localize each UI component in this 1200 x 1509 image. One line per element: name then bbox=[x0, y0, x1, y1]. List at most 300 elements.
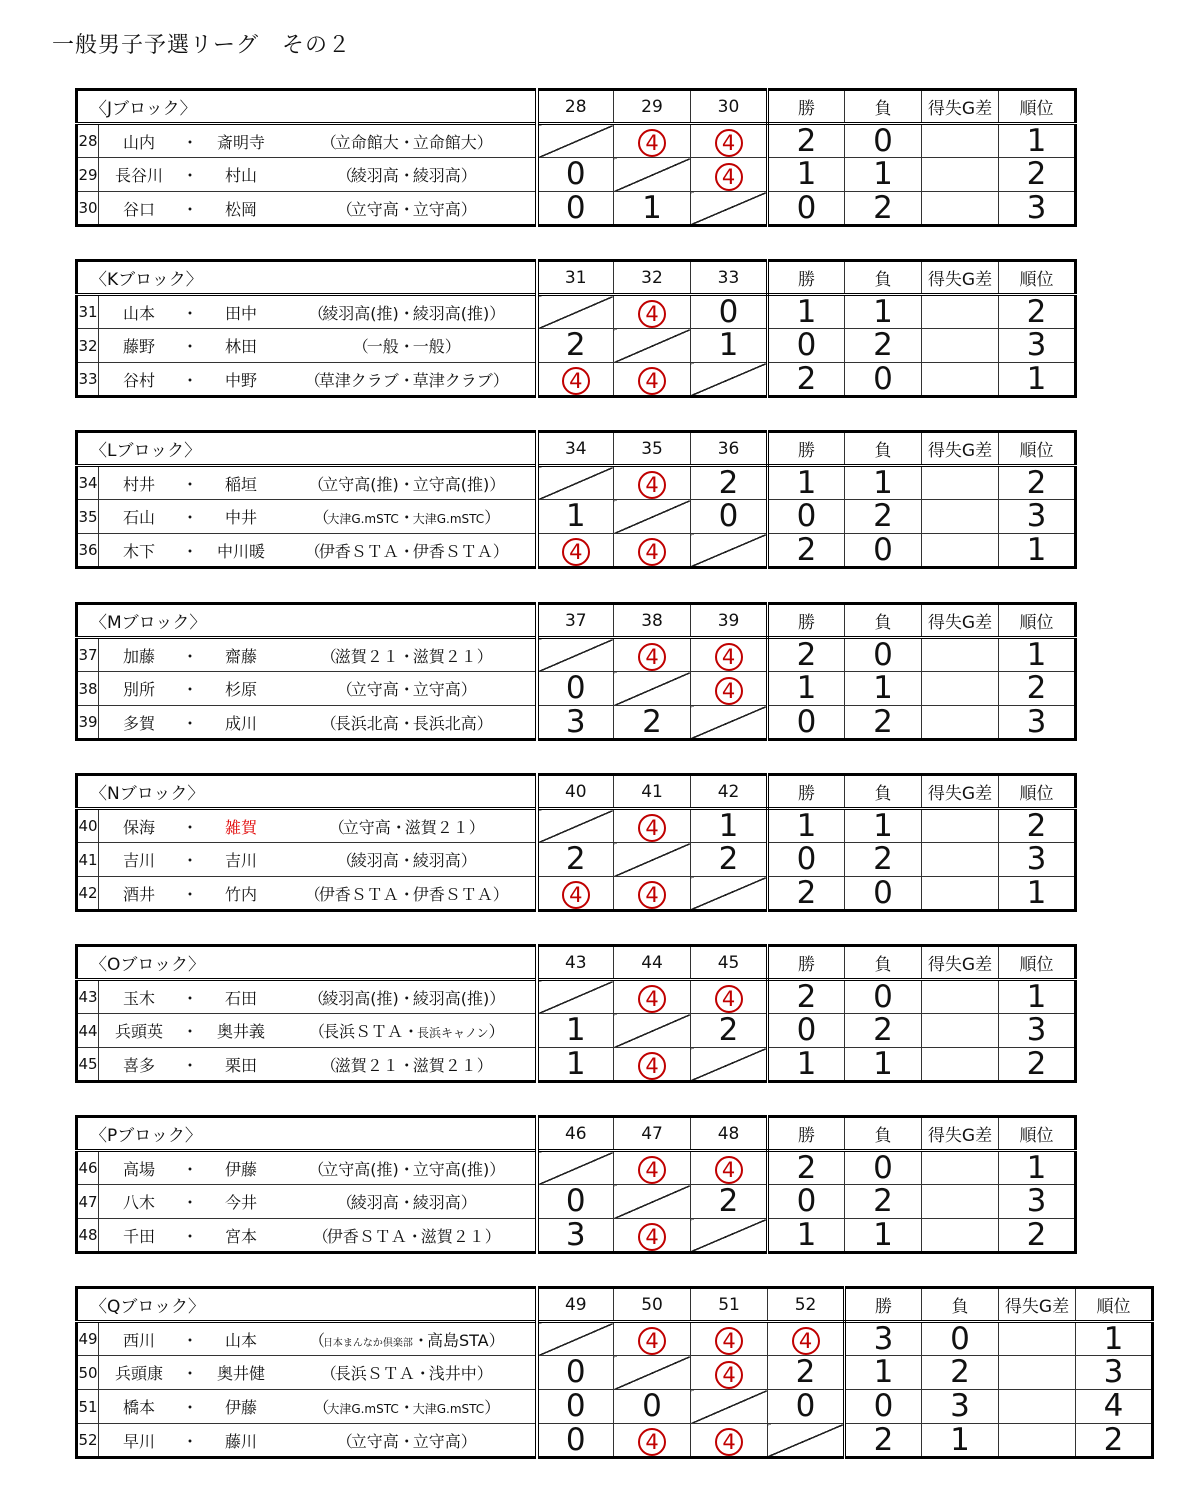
losses-count: 0 bbox=[845, 1151, 922, 1185]
open-paren: （ bbox=[308, 474, 325, 494]
wins-count: 0 bbox=[768, 706, 845, 740]
pair-cell bbox=[99, 1356, 537, 1390]
column-header-entry: 32 bbox=[614, 261, 691, 295]
club-name: 立守高 bbox=[412, 1431, 461, 1451]
close-paren: ） bbox=[460, 851, 477, 870]
open-paren: （ bbox=[308, 988, 325, 1008]
table-row bbox=[77, 1048, 1076, 1082]
separator-dot: ・ bbox=[412, 1330, 429, 1350]
table-header-row bbox=[77, 90, 1076, 124]
separator-dot: ・ bbox=[181, 680, 198, 699]
entry-number: 28 bbox=[77, 124, 99, 158]
rank-value: 2 bbox=[999, 809, 1076, 843]
player-name: 雑賀 bbox=[224, 817, 257, 837]
wins-count: 0 bbox=[768, 1014, 845, 1048]
score-cell bbox=[537, 877, 614, 911]
entry-number: 30 bbox=[77, 192, 99, 226]
table-header-row bbox=[77, 775, 1076, 809]
rank-header: 順位 bbox=[999, 261, 1076, 295]
player-name: 橋本 bbox=[122, 1398, 155, 1417]
separator-dot: ・ bbox=[181, 988, 198, 1008]
pair-cell bbox=[99, 466, 537, 500]
player-name: 別所 bbox=[122, 680, 155, 699]
wins-count: 3 bbox=[845, 1322, 922, 1356]
win-mark: 4 bbox=[638, 1052, 666, 1080]
entry-number: 37 bbox=[77, 638, 99, 672]
wins-count: 1 bbox=[768, 466, 845, 500]
win-mark: 4 bbox=[715, 1327, 743, 1355]
rank-header: 順位 bbox=[1076, 1288, 1153, 1322]
player-name: 今井 bbox=[224, 1193, 257, 1212]
club-name: 立守高 bbox=[342, 817, 391, 837]
pair-cell bbox=[99, 638, 537, 672]
club-names bbox=[281, 1019, 531, 1042]
pair-cell bbox=[99, 295, 537, 329]
pair-info bbox=[99, 500, 535, 533]
club-name: 綾羽高 bbox=[412, 1193, 461, 1212]
table-row bbox=[77, 980, 1076, 1014]
league-table bbox=[75, 944, 1077, 1083]
table-header-row bbox=[77, 432, 1076, 466]
wins-count: 2 bbox=[768, 877, 845, 911]
score-cell bbox=[691, 1322, 768, 1356]
table-header-row bbox=[77, 261, 1076, 295]
wins-header: 勝 bbox=[768, 946, 845, 980]
player-name: 栗田 bbox=[224, 1055, 257, 1075]
block-name: 〈Oブロック〉 bbox=[77, 946, 537, 980]
losses-header: 負 bbox=[845, 432, 922, 466]
game-diff bbox=[922, 1014, 999, 1048]
losses-count: 0 bbox=[845, 980, 922, 1014]
self-match-cell bbox=[537, 1322, 614, 1356]
player-name: 中川暖 bbox=[216, 541, 265, 561]
close-paren: ） bbox=[484, 508, 501, 527]
score-cell: 2 bbox=[691, 1014, 768, 1048]
rank-value: 2 bbox=[999, 1219, 1076, 1253]
league-table bbox=[75, 88, 1077, 227]
table-row bbox=[77, 843, 1076, 877]
open-paren: （ bbox=[304, 884, 321, 904]
score-cell: 2 bbox=[691, 1185, 768, 1219]
separator-dot: ・ bbox=[398, 166, 415, 185]
club-names bbox=[281, 301, 531, 324]
separator-dot: ・ bbox=[181, 370, 198, 390]
pair-cell bbox=[99, 1151, 537, 1185]
entry-number: 48 bbox=[77, 1219, 99, 1253]
wins-count: 0 bbox=[845, 1390, 922, 1424]
game-diff bbox=[922, 980, 999, 1014]
pair-cell bbox=[99, 363, 537, 397]
losses-count: 0 bbox=[845, 877, 922, 911]
table-row bbox=[77, 638, 1076, 672]
player-name: 山内 bbox=[122, 132, 155, 152]
separator-dot: ・ bbox=[398, 1055, 415, 1075]
player-name: 玉木 bbox=[122, 988, 155, 1008]
league-table bbox=[75, 1286, 1154, 1459]
score-cell: 1 bbox=[691, 329, 768, 363]
game-diff bbox=[999, 1390, 1076, 1424]
table-header-row bbox=[77, 1288, 1153, 1322]
wins-count: 0 bbox=[768, 843, 845, 877]
club-names bbox=[281, 986, 531, 1009]
win-mark: 4 bbox=[638, 538, 666, 566]
column-header-entry: 42 bbox=[691, 775, 768, 809]
diff-header: 得失G差 bbox=[922, 775, 999, 809]
separator-dot: ・ bbox=[181, 817, 198, 837]
entry-number: 45 bbox=[77, 1048, 99, 1082]
table-row bbox=[77, 158, 1076, 192]
self-match-cell bbox=[691, 1390, 768, 1424]
club-names bbox=[281, 163, 531, 186]
pair-cell bbox=[99, 1048, 537, 1082]
entry-number: 38 bbox=[77, 672, 99, 706]
rank-header: 順位 bbox=[999, 946, 1076, 980]
losses-count: 0 bbox=[845, 363, 922, 397]
open-paren: （ bbox=[336, 166, 353, 185]
pair-cell bbox=[99, 706, 537, 740]
pair-cell bbox=[99, 877, 537, 911]
losses-count: 0 bbox=[845, 534, 922, 568]
club-name: 大津G.mSTC bbox=[327, 1402, 399, 1416]
score-cell bbox=[537, 363, 614, 397]
table-row bbox=[77, 1219, 1076, 1253]
game-diff bbox=[999, 1424, 1076, 1458]
close-paren: ） bbox=[492, 370, 509, 390]
losses-count: 0 bbox=[845, 638, 922, 672]
player-name: 保海 bbox=[122, 817, 155, 837]
player-name: 石山 bbox=[122, 508, 155, 527]
close-paren: ） bbox=[492, 884, 509, 904]
club-name: 綾羽高 bbox=[412, 851, 461, 870]
entry-number: 34 bbox=[77, 466, 99, 500]
rank-value: 1 bbox=[999, 363, 1076, 397]
club-name: 立守高 bbox=[350, 680, 399, 699]
close-paren: ） bbox=[468, 817, 485, 837]
pair-cell bbox=[99, 1014, 537, 1048]
pair-info bbox=[99, 843, 535, 876]
score-cell bbox=[614, 534, 691, 568]
pair-info bbox=[99, 1152, 535, 1184]
table-row bbox=[77, 466, 1076, 500]
player-name: 奥井健 bbox=[216, 1364, 265, 1383]
losses-count: 2 bbox=[845, 329, 922, 363]
score-cell bbox=[614, 295, 691, 329]
score-cell bbox=[614, 1219, 691, 1253]
pair-info bbox=[99, 192, 535, 224]
open-paren: （ bbox=[320, 1055, 337, 1075]
table-row bbox=[77, 124, 1076, 158]
game-diff bbox=[922, 500, 999, 534]
club-name: 長浜ＳＴＡ bbox=[334, 1364, 415, 1383]
win-mark: 4 bbox=[638, 814, 666, 842]
score-cell: 2 bbox=[537, 329, 614, 363]
diff-header: 得失G差 bbox=[922, 604, 999, 638]
entry-number: 51 bbox=[77, 1390, 99, 1424]
pair-cell bbox=[99, 843, 537, 877]
separator-dot: ・ bbox=[398, 851, 415, 870]
losses-header: 負 bbox=[922, 1288, 999, 1322]
wins-header: 勝 bbox=[768, 261, 845, 295]
club-name: 大津G.mSTC bbox=[327, 512, 399, 526]
pair-info bbox=[99, 125, 535, 157]
club-names bbox=[281, 1395, 531, 1418]
separator-dot: ・ bbox=[398, 988, 415, 1008]
table-header-row bbox=[77, 946, 1076, 980]
pair-cell bbox=[99, 534, 537, 568]
losses-count: 1 bbox=[845, 809, 922, 843]
open-paren: （ bbox=[336, 199, 353, 219]
diff-header: 得失G差 bbox=[922, 261, 999, 295]
pair-cell bbox=[99, 1219, 537, 1253]
column-header-entry: 39 bbox=[691, 604, 768, 638]
club-name: 草津クラブ bbox=[318, 370, 399, 390]
score-cell: 0 bbox=[691, 295, 768, 329]
club-name: 長浜ＳＴＡ bbox=[322, 1022, 403, 1041]
rank-value: 3 bbox=[999, 843, 1076, 877]
pair-info bbox=[99, 639, 535, 671]
pair-cell bbox=[99, 1390, 537, 1424]
club-names bbox=[281, 1157, 531, 1180]
player-name: 田中 bbox=[224, 303, 257, 323]
rank-header: 順位 bbox=[999, 604, 1076, 638]
self-match-cell bbox=[537, 809, 614, 843]
league-table bbox=[75, 259, 1077, 398]
score-cell: 3 bbox=[537, 706, 614, 740]
close-paren: ） bbox=[488, 1022, 505, 1041]
game-diff bbox=[999, 1322, 1076, 1356]
rank-value: 3 bbox=[999, 1185, 1076, 1219]
close-paren: ） bbox=[484, 1398, 501, 1417]
table-row bbox=[77, 1356, 1153, 1390]
rank-value: 2 bbox=[999, 295, 1076, 329]
rank-value: 1 bbox=[999, 877, 1076, 911]
separator-dot: ・ bbox=[398, 541, 415, 561]
close-paren: ） bbox=[484, 1226, 501, 1246]
club-names bbox=[281, 644, 531, 667]
wins-count: 1 bbox=[768, 1048, 845, 1082]
open-paren: （ bbox=[313, 508, 330, 527]
separator-dot: ・ bbox=[406, 1226, 423, 1246]
score-cell bbox=[614, 877, 691, 911]
separator-dot: ・ bbox=[398, 884, 415, 904]
self-match-cell bbox=[691, 363, 768, 397]
losses-header: 負 bbox=[845, 946, 922, 980]
game-diff bbox=[922, 706, 999, 740]
table-row bbox=[77, 500, 1076, 534]
separator-dot: ・ bbox=[398, 1398, 415, 1417]
close-paren: ） bbox=[476, 1055, 493, 1075]
losses-count: 2 bbox=[922, 1356, 999, 1390]
column-header-entry: 51 bbox=[691, 1288, 768, 1322]
player-name: 山本 bbox=[224, 1330, 257, 1350]
close-paren: ） bbox=[476, 132, 493, 152]
pair-cell bbox=[99, 500, 537, 534]
self-match-cell bbox=[691, 1219, 768, 1253]
player-name: 松岡 bbox=[224, 199, 257, 219]
separator-dot: ・ bbox=[403, 1022, 420, 1041]
losses-count: 2 bbox=[845, 500, 922, 534]
self-match-cell bbox=[614, 1356, 691, 1390]
rank-value: 3 bbox=[999, 500, 1076, 534]
club-name: 草津クラブ bbox=[412, 370, 493, 390]
open-paren: （ bbox=[313, 1398, 330, 1417]
win-mark: 4 bbox=[715, 163, 743, 191]
diff-header: 得失G差 bbox=[922, 432, 999, 466]
score-cell bbox=[537, 534, 614, 568]
rank-value: 2 bbox=[999, 1048, 1076, 1082]
self-match-cell bbox=[537, 124, 614, 158]
score-cell: 0 bbox=[537, 1424, 614, 1458]
score-cell: 2 bbox=[691, 466, 768, 500]
separator-dot: ・ bbox=[181, 1022, 198, 1041]
self-match-cell bbox=[537, 466, 614, 500]
score-cell: 1 bbox=[691, 809, 768, 843]
club-name: 伊香ＳＴＡ bbox=[318, 541, 399, 561]
win-mark: 4 bbox=[715, 1361, 743, 1389]
player-name: 奥井義 bbox=[216, 1022, 265, 1041]
losses-count: 3 bbox=[922, 1390, 999, 1424]
wins-count: 1 bbox=[768, 295, 845, 329]
close-paren: ） bbox=[444, 337, 461, 356]
losses-header: 負 bbox=[845, 90, 922, 124]
table-row bbox=[77, 1151, 1076, 1185]
score-cell bbox=[691, 124, 768, 158]
club-names bbox=[281, 1328, 531, 1351]
open-paren: （ bbox=[304, 370, 321, 390]
player-name: 藤川 bbox=[224, 1431, 257, 1451]
club-names bbox=[281, 1361, 531, 1384]
win-mark: 4 bbox=[715, 643, 743, 671]
score-cell bbox=[614, 1048, 691, 1082]
score-cell: 1 bbox=[537, 500, 614, 534]
player-name: 齋藤 bbox=[224, 646, 257, 666]
open-paren: （ bbox=[320, 646, 337, 666]
wins-count: 1 bbox=[768, 672, 845, 706]
score-cell bbox=[691, 672, 768, 706]
separator-dot: ・ bbox=[181, 1159, 198, 1179]
close-paren: ） bbox=[489, 303, 506, 323]
separator-dot: ・ bbox=[181, 851, 198, 870]
club-name: 綾羽高(推) bbox=[412, 988, 490, 1008]
score-cell: 0 bbox=[614, 1390, 691, 1424]
rank-header: 順位 bbox=[999, 90, 1076, 124]
club-name: 長浜キャノン bbox=[417, 1026, 489, 1040]
close-paren: ） bbox=[489, 1159, 506, 1179]
separator-dot: ・ bbox=[181, 166, 198, 185]
self-match-cell bbox=[614, 329, 691, 363]
game-diff bbox=[922, 1151, 999, 1185]
self-match-cell bbox=[691, 534, 768, 568]
club-name: 綾羽高(推) bbox=[322, 988, 399, 1008]
rank-value: 2 bbox=[999, 672, 1076, 706]
league-table bbox=[75, 773, 1077, 912]
losses-count: 2 bbox=[845, 1185, 922, 1219]
entry-number: 52 bbox=[77, 1424, 99, 1458]
club-names bbox=[281, 848, 531, 871]
score-cell: 0 bbox=[537, 1356, 614, 1390]
table-row bbox=[77, 295, 1076, 329]
close-paren: ） bbox=[460, 166, 477, 185]
losses-count: 2 bbox=[845, 843, 922, 877]
block-name: 〈Mブロック〉 bbox=[77, 604, 537, 638]
column-header-entry: 30 bbox=[691, 90, 768, 124]
win-mark: 4 bbox=[562, 367, 590, 395]
club-name: 綾羽高 bbox=[350, 851, 399, 870]
player-name: 杉原 bbox=[224, 680, 257, 699]
open-paren: （ bbox=[312, 1226, 329, 1246]
club-names bbox=[281, 472, 531, 495]
table-row bbox=[77, 1322, 1153, 1356]
club-name: 滋賀２１ bbox=[404, 817, 469, 837]
losses-header: 負 bbox=[845, 775, 922, 809]
column-header-entry: 38 bbox=[614, 604, 691, 638]
entry-number: 29 bbox=[77, 158, 99, 192]
close-paren: ） bbox=[489, 474, 506, 494]
wins-count: 0 bbox=[768, 1185, 845, 1219]
player-name: 兵頭康 bbox=[114, 1364, 163, 1383]
wins-count: 0 bbox=[768, 500, 845, 534]
pair-cell bbox=[99, 980, 537, 1014]
column-header-entry: 50 bbox=[614, 1288, 691, 1322]
club-names bbox=[281, 130, 531, 153]
entry-number: 40 bbox=[77, 809, 99, 843]
separator-dot: ・ bbox=[181, 884, 198, 904]
rank-value: 2 bbox=[999, 466, 1076, 500]
losses-count: 0 bbox=[922, 1322, 999, 1356]
rank-value: 2 bbox=[999, 158, 1076, 192]
separator-dot: ・ bbox=[398, 646, 415, 666]
league-table bbox=[75, 430, 1077, 569]
game-diff bbox=[922, 192, 999, 226]
score-cell bbox=[691, 1356, 768, 1390]
block-name: 〈Qブロック〉 bbox=[77, 1288, 537, 1322]
club-name: 伊香ＳＴＡ bbox=[326, 1226, 407, 1246]
close-paren: ） bbox=[488, 1330, 505, 1350]
player-name: 斎明寺 bbox=[216, 132, 265, 152]
player-name: 中井 bbox=[224, 508, 257, 527]
close-paren: ） bbox=[492, 541, 509, 561]
win-mark: 4 bbox=[715, 129, 743, 157]
pair-info bbox=[99, 158, 535, 191]
column-header-entry: 41 bbox=[614, 775, 691, 809]
game-diff bbox=[999, 1356, 1076, 1390]
pair-cell bbox=[99, 1322, 537, 1356]
win-mark: 4 bbox=[638, 471, 666, 499]
losses-count: 2 bbox=[845, 1014, 922, 1048]
club-names bbox=[281, 882, 531, 905]
score-cell bbox=[691, 638, 768, 672]
win-mark: 4 bbox=[638, 129, 666, 157]
open-paren: （ bbox=[320, 1364, 337, 1383]
game-diff bbox=[922, 1185, 999, 1219]
open-paren: （ bbox=[336, 851, 353, 870]
self-match-cell bbox=[537, 295, 614, 329]
separator-dot: ・ bbox=[390, 817, 407, 837]
open-paren: （ bbox=[336, 680, 353, 699]
column-header-entry: 40 bbox=[537, 775, 614, 809]
column-header-entry: 52 bbox=[768, 1288, 845, 1322]
win-mark: 4 bbox=[715, 1156, 743, 1184]
self-match-cell bbox=[537, 980, 614, 1014]
entry-number: 39 bbox=[77, 706, 99, 740]
separator-dot: ・ bbox=[181, 132, 198, 152]
win-mark: 4 bbox=[715, 985, 743, 1013]
wins-count: 1 bbox=[768, 809, 845, 843]
losses-count: 1 bbox=[845, 1048, 922, 1082]
player-name: 竹内 bbox=[224, 884, 257, 904]
entry-number: 46 bbox=[77, 1151, 99, 1185]
win-mark: 4 bbox=[638, 367, 666, 395]
